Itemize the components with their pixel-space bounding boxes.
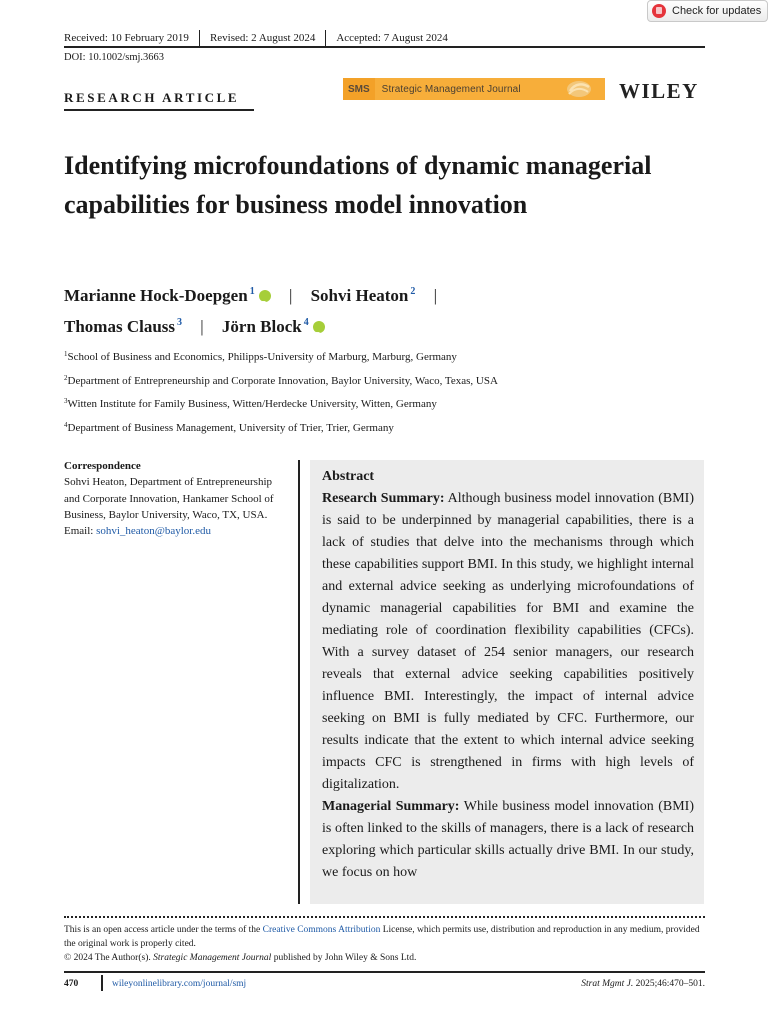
journal-name: Strategic Management Journal: [381, 83, 521, 95]
footer-rule: [64, 971, 705, 973]
copyright-text: published by John Wiley & Sons Ltd.: [273, 953, 417, 964]
page-number: 470: [64, 979, 79, 989]
correspondence-email-line: [64, 523, 284, 539]
check-for-updates-label: Check for updates: [672, 5, 762, 17]
research-summary-text: Although business model innovation (BMI) is said to be underpinned by managerial capabilities, there is a lack of studies that delve into the mechanisms through which these capabilities support BMI. In this study, we highlight internal and external advice seeking as underlying microfoundations of dynamic managerial capabilities for BMI and examine the mediating role of coordination flexibility capabilities (CFCs). With a survey dataset of 254 senior managers, our research reveals that external advice seeking capabilities positively influence BMI. Interestingly, the impact of internal advice seeking on BMI is fully mediated by CFC. Furthermore, our results indicate that the extent to which internal advice seeking impacts CFC is strengthened in firms with high levels of digitalization.: [322, 491, 694, 792]
affiliation-text: School of Business and Economics, Philipps-University of Marburg, Marburg, Germany: [67, 351, 457, 363]
orcid-icon[interactable]: [259, 290, 271, 302]
affiliation-text: Witten Institute for Family Business, Witten/Herdecke University, Witten, Germany: [67, 398, 437, 411]
affiliation-number: 1: [64, 350, 68, 358]
affiliation-number: 3: [64, 397, 68, 406]
affiliations: [64, 344, 498, 439]
citation: [581, 979, 705, 989]
correspondence: [64, 458, 284, 539]
managerial-summary-text: While business model innovation (BMI) is often linked to the skills of managers, there is a lack of research exploring which particular skills actually drive BMI. In our study, we focus on how: [322, 799, 695, 880]
email-label: Email:: [64, 525, 94, 538]
article-type-rule: [64, 109, 254, 111]
affiliation-text: Department of Entrepreneurship and Corporate Innovation, Baylor University, Waco, Texas, USA: [67, 374, 498, 387]
managerial-summary-label: Managerial Summary:: [322, 799, 460, 814]
affiliation-number: 4: [64, 421, 68, 430]
footer-divider: [101, 975, 103, 991]
author-separator: |: [200, 317, 204, 336]
affiliation-ref[interactable]: 3: [177, 317, 183, 328]
history-dates: [64, 29, 458, 47]
citation-journal: Strat Mgmt J.: [581, 979, 634, 989]
check-for-updates-button[interactable]: [647, 0, 768, 22]
affiliation-ref[interactable]: 4: [303, 317, 309, 328]
footnote-divider: [64, 916, 705, 918]
author-name[interactable]: Marianne Hock-Doepgen: [64, 286, 248, 305]
license-link[interactable]: Creative Commons Attribution: [262, 925, 381, 935]
author-name[interactable]: Sohvi Heaton: [310, 286, 409, 305]
affiliation-number: 2: [64, 373, 68, 382]
research-summary-label: Research Summary:: [322, 491, 445, 506]
journal-site-link[interactable]: wileyonlinelibrary.com/journal/smj: [112, 979, 247, 989]
license-note: [64, 923, 704, 966]
article-type: RESEARCH ARTICLE: [64, 90, 240, 105]
affiliation-item: [64, 368, 498, 392]
affiliation-ref[interactable]: 2: [410, 286, 416, 297]
author-name[interactable]: Thomas Clauss: [64, 317, 176, 336]
citation-details: 2025;46:470–501.: [635, 979, 705, 989]
orcid-icon[interactable]: [313, 321, 325, 333]
accepted-date: Accepted: 7 August 2024: [336, 32, 448, 44]
affiliation-text: Department of Business Management, University of Trier, Trier, Germany: [67, 422, 394, 435]
abstract-box: [310, 460, 704, 904]
check-for-updates-icon: [652, 4, 666, 18]
affiliation-item: [64, 344, 498, 368]
license-text: This is an open access article under the terms of the: [64, 925, 261, 935]
correspondence-body: Sohvi Heaton, Department of Entrepreneurship and Corporate Innovation, Hankamer School of Business, Baylor University, Waco, TX, USA.: [64, 476, 274, 521]
journal-banner[interactable]: [343, 78, 605, 100]
author-separator: |: [433, 286, 438, 305]
journal-logo-icon: [565, 79, 593, 99]
affiliation-item: [64, 415, 498, 439]
header-rule: [64, 46, 705, 48]
license-text: License, which permits use, distribution and reproduction in any medium, provided the original work is properly cited.: [64, 925, 700, 950]
revised-date: Revised: 2 August 2024: [209, 32, 316, 44]
author-separator: |: [288, 286, 293, 305]
author-list: [64, 278, 704, 340]
journal-abbr: SMS: [343, 78, 375, 100]
doi: DOI: 10.1002/smj.3663: [64, 52, 165, 63]
abstract-heading: Abstract: [322, 469, 375, 484]
received-date: Received: 10 February 2019: [64, 32, 189, 44]
publisher-logo: WILEY: [619, 79, 699, 103]
copyright-text: © 2024 The Author(s).: [64, 953, 151, 964]
copyright-journal: Strategic Management Journal: [153, 953, 272, 964]
affiliation-ref[interactable]: 1: [249, 286, 255, 297]
author-name[interactable]: Jörn Block: [221, 317, 302, 336]
column-divider: [298, 460, 300, 904]
correspondence-heading: Correspondence: [64, 460, 141, 472]
email-link[interactable]: sohvi_heaton@baylor.edu: [96, 525, 211, 538]
affiliation-item: [64, 391, 498, 415]
article-title: Identifying microfoundations of dynamic managerial capabilities for business model innovation: [64, 151, 652, 219]
